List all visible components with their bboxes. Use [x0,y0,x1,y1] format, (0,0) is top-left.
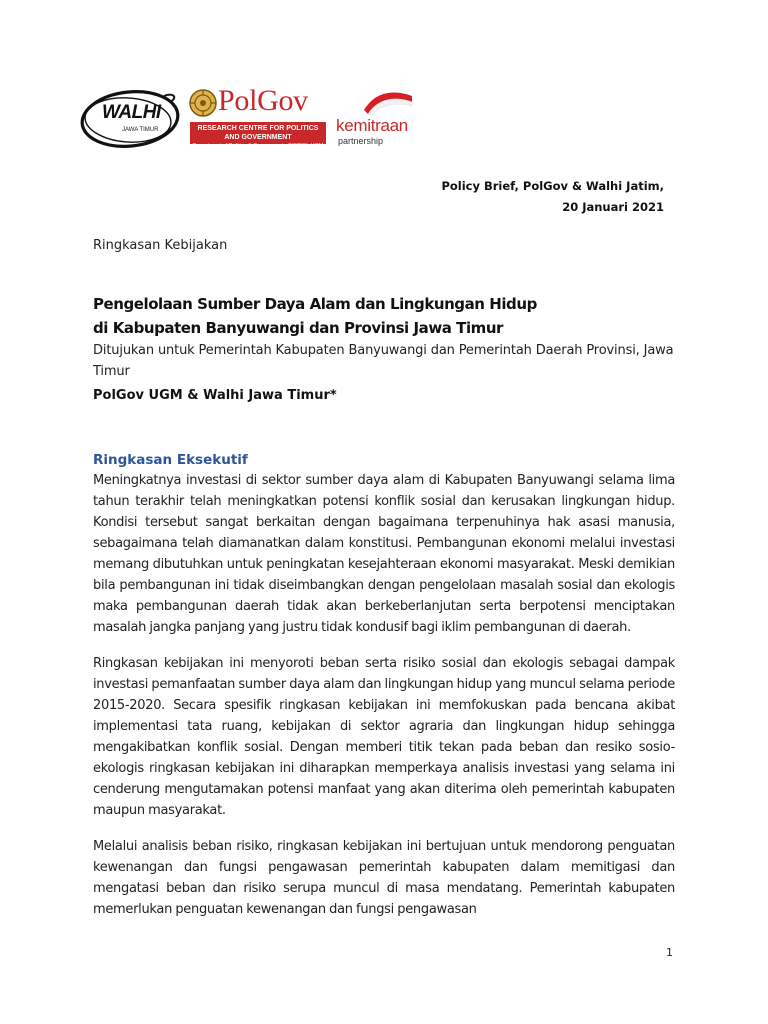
polgov-red-band [190,122,326,149]
brief-date: 20 Januari 2021 [562,200,664,214]
walhi-subtext: JAWA TIMUR [122,127,159,133]
polgov-band-line1: RESEARCH CENTRE FOR POLITICS AND GOVERNMENT [197,125,319,141]
page-number: 1 [666,946,673,959]
walhi-wordmark: WALHI [102,102,161,123]
polgov-band-line2: Department of Politics & Government - FISIPOL UGM [192,143,324,149]
kemitraan-wordmark: kemitraan [336,116,408,135]
polgov-wordmark: PolGov [218,84,308,117]
paragraph: Melalui analisis beban risiko, ringkasan kebijakan ini bertujuan untuk mendorong penguatan kewenangan dan fungsi pengawasan pemerintah kabupaten dalam memitigasi dan mengatasi beban dan risiko serupa muncul di masa mendatang. Pemerintah kabupaten memerlukan penguatan kewenangan dan fungsi pengawasan [93,839,675,917]
section-heading: Ringkasan Eksekutif [93,452,248,468]
document-title [93,292,693,340]
document-type: Ringkasan Kebijakan [93,238,228,253]
paragraph: Ringkasan kebijakan ini menyoroti beban serta risiko sosial dan ekologis sebagai dampak investasi pemanfaatan sumber daya alam dan lingkungan hidup yang muncul selama periode 2015-2020. Secara spesifik ringkasan kebijakan ini memfokuskan pada bencana akibat implementasi tata ruang, kebijakan di sektor agraria dan lingkungan hidup sehingga mengakibatkan konflik sosial. Dengan memberi titik tekan pada beban dan resiko sosio-ekologis ringkasan kebijakan ini diharapkan memperkaya analisis investasi yang selama ini cenderung mengutamakan potensi manfaat yang akan diterima oleh pemerintah kabupaten maupun masyarakat. [93,656,675,818]
paragraph: Meningkatnya investasi di sektor sumber daya alam di Kabupaten Banyuwangi selama lima tahun terakhir telah meningkatkan potensi konflik sosial dan kerusakan lingkungan hidup. Kondisi tersebut sangat berkaitan dengan bagaimana terpenuhinya hak asasi manusia, sebagaimana telah diamanatkan dalam konstitusi. Pembangunan ekonomi melalui investasi memang dibutuhkan untuk peningkatan kesejahteraan ekonomi masyarakat. Meski demikian bila pembangunan ini tidak diseimbangkan dengan pengelolaan masalah sosial dan ekologis maka pembangunan daerah tidak akan berkeberlanjutan serta berpotensi menciptakan masalah jangka panjang yang justru tidak kondusif bagi iklim pembangunan di daerah. [93,473,675,635]
walhi-logo [78,88,182,148]
kemitraan-subtext: partnership [338,136,384,146]
section-body [93,470,675,935]
document-authors: PolGov UGM & Walhi Jawa Timur* [93,388,337,403]
title-line-1: Pengelolaan Sumber Daya Alam dan Lingkungan Hidup [93,295,537,313]
polgov-logo [188,84,334,152]
kemitraan-logo [336,88,426,152]
brief-line: Policy Brief, PolGov & Walhi Jatim, [441,179,664,193]
title-line-2: di Kabupaten Banyuwangi dan Provinsi Jawa Timur [93,319,503,337]
ugm-emblem-icon [188,88,218,120]
document-subtitle: Ditujukan untuk Pemerintah Kabupaten Banyuwangi dan Pemerintah Daerah Provinsi, Jawa Timur [93,343,674,379]
kemitraan-flag-icon [362,88,414,118]
brief-meta [441,176,664,218]
